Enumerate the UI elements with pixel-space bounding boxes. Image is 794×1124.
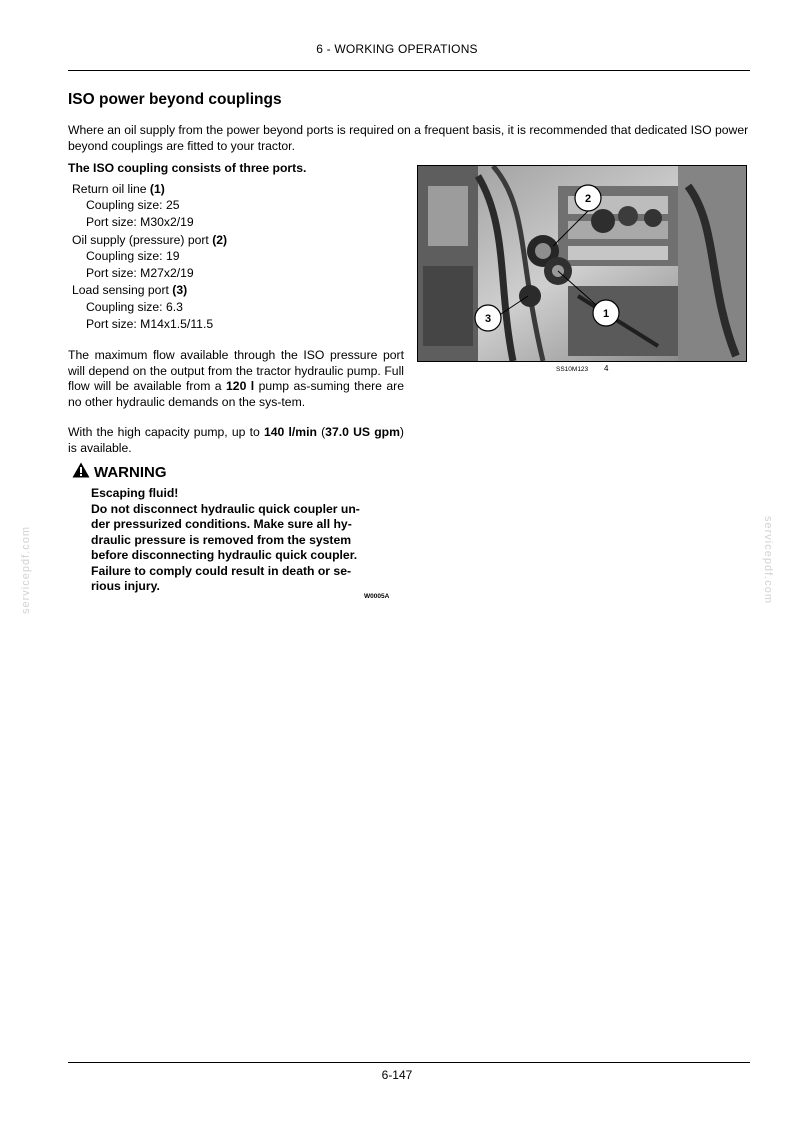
- figure-number: 4: [604, 364, 609, 373]
- callout-1-label: 1: [602, 308, 610, 320]
- footer-divider: [68, 1062, 750, 1063]
- watermark-left: servicepdf.com: [20, 526, 32, 614]
- capacity-paragraph: With the high capacity pump, up to 140 l/min (37.0 US gpm) is available.: [68, 425, 404, 455]
- spec-heading: The ISO coupling consists of three ports.: [68, 161, 307, 175]
- page-title: ISO power beyond couplings: [68, 91, 282, 108]
- warning-triangle-icon: [72, 462, 90, 482]
- photo-illustration: [418, 166, 746, 361]
- port-2-coupling: Coupling size: 19: [86, 249, 180, 263]
- figure-code: SS10M123: [556, 366, 589, 373]
- header-divider: [68, 70, 750, 71]
- intro-paragraph: Where an oil supply from the power beyond ports is required on a frequent basis, it is recommended that dedicated ISO power beyond couplings are fitted to your tractor.: [68, 123, 749, 153]
- port-1-name: Return oil line (1): [72, 182, 165, 196]
- port-3-size: Port size: M14x1.5/11.5: [86, 317, 214, 331]
- port-1-coupling: Coupling size: 25: [86, 198, 180, 212]
- warning-line: Failure to comply could result in death or se-: [91, 563, 352, 578]
- port-2-name: Oil supply (pressure) port (2): [72, 233, 228, 247]
- port-3-name: Load sensing port (3): [72, 283, 188, 297]
- callout-3-label: 3: [484, 313, 492, 325]
- callout-2-label: 2: [584, 193, 592, 205]
- page-number: 6-147: [381, 1068, 413, 1082]
- warning-line: der pressurized conditions. Make sure all hy-: [91, 517, 352, 531]
- warning-line: draulic pressure is removed from the system: [91, 532, 352, 547]
- warning-header: [72, 462, 167, 482]
- watermark-right: servicepdf.com: [762, 516, 774, 604]
- warning-line: before disconnecting hydraulic quick coupler.: [91, 548, 358, 562]
- hydraulic-couplings-photo: [417, 165, 747, 362]
- port-1-size: Port size: M30x2/19: [86, 215, 194, 229]
- flow-paragraph: The maximum flow available through the ISO pressure port will depend on the output from the tractor hydraulic pump. Full flow will be available from a 120 l pump as-suming there are no other hydraulic demands on the sys-tem.: [68, 348, 404, 409]
- warning-line: Escaping fluid!: [91, 486, 179, 500]
- callout-2: [575, 185, 601, 211]
- port-3-coupling: Coupling size: 6.3: [86, 300, 183, 314]
- warning-title: WARNING: [94, 463, 167, 481]
- callout-3: [475, 305, 501, 331]
- warning-line: Do not disconnect hydraulic quick coupler un-: [91, 501, 360, 516]
- warning-body: [91, 486, 383, 595]
- warning-code: W0005A: [364, 593, 390, 600]
- port-2-size: Port size: M27x2/19: [86, 266, 194, 280]
- warning-line: rious injury.: [91, 579, 160, 593]
- callout-1: [593, 300, 619, 326]
- section-header: 6 - WORKING OPERATIONS: [316, 42, 478, 56]
